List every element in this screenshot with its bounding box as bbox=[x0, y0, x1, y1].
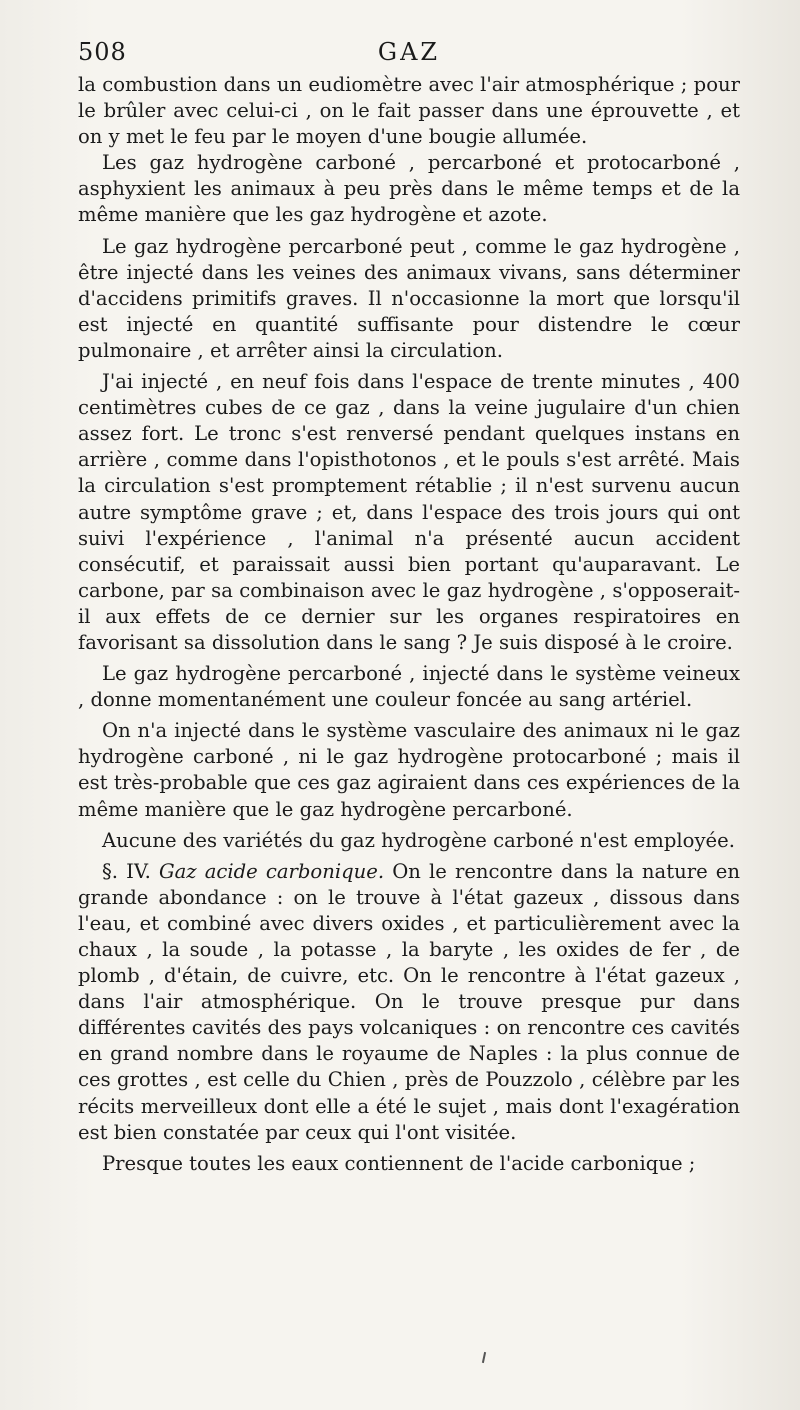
last-paragraph: Presque toutes les eaux contiennent de l'acide carbonique ; bbox=[102, 1151, 696, 1175]
section-label: §. IV. bbox=[102, 859, 151, 883]
section-title: Gaz acide carbonique. bbox=[158, 859, 385, 883]
page-header bbox=[78, 38, 740, 70]
paragraph-1: la combustion dans un eudiomètre avec l'air atmosphérique ; pour le brûler avec celui-ci , on le fait passer dans une éprouvette , et on y met le feu par le moyen d'une bougie allumée. bbox=[78, 73, 740, 149]
paragraph-5: Le gaz hydrogène percarboné , injecté dans le système veineux , donne momentanément une couleur foncée au sang artériel. bbox=[78, 662, 740, 712]
page-number: 508 bbox=[78, 38, 127, 66]
paragraph-2: Les gaz hydrogène carboné , percarboné et protocarboné , asphyxient les animaux à peu près dans le même temps et de la même manière que les gaz hydrogène et azote. bbox=[78, 151, 740, 227]
running-head: GAZ bbox=[377, 38, 441, 66]
section-text: On le rencontre dans la nature en grande abondance : on le trouve à l'état gazeux , dissous dans l'eau, et combiné avec divers oxides , et particulièrement avec la chaux , la soude , la potasse , la baryte , les oxides de fer , de plomb , d'étain, de cuivre, etc. On le rencontre à l'état gazeux , dans l'air atmosphérique. On le trouve presque pur dans différentes cavités des pays volcaniques : on rencontre ces cavités en grand nombre dans le royaume de Naples : la plus connue de ces grottes , est celle du Chien , près de Pouzzolo , célèbre par les récits merveilleux dont elle a été le sujet , mais dont l'exagération est bien constatée par ceux qui l'ont visitée. bbox=[78, 859, 740, 1144]
ink-mark bbox=[482, 1352, 486, 1363]
paragraph-7: Aucune des variétés du gaz hydrogène carboné n'est employée. bbox=[102, 828, 735, 852]
paragraph-6: On n'a injecté dans le système vasculaire des animaux ni le gaz hydrogène carboné , ni le gaz hydrogène protocarboné ; mais il est très-probable que ces gaz agiraient dans ces expériences de la même manière que le gaz hydrogène percarboné. bbox=[78, 719, 740, 821]
paragraph-3: Le gaz hydrogène percarboné peut , comme le gaz hydrogène , être injecté dans les veines des animaux vivans, sans déterminer d'accidens primitifs graves. Il n'occasionne la mort que lorsqu'il est injecté en quantité suffisante pour distendre le cœur pulmonaire , et arrêter ainsi la circulation. bbox=[78, 234, 740, 362]
paragraph-4: J'ai injecté , en neuf fois dans l'espace de trente minutes , 400 centimètres cubes de ce gaz , dans la veine jugulaire d'un chien assez fort. Le tronc s'est renversé pendant quelques instans en arrière , comme dans l'opisthotonos , et le pouls s'est arrêté. Mais la circulation s'est promptement rétablie ; il n'est survenu aucun autre symptôme grave ; et, dans l'espace des trois jours qui ont suivi l'expérience , l'animal n'a présenté aucun accident consécutif, et paraissait aussi bien portant qu'auparavant. Le carbone, par sa combinaison avec le gaz hydrogène , s'opposerait-il aux effets de ce dernier sur les organes respiratoires en favorisant sa dissolution dans le sang ? Je suis disposé à le croire. bbox=[78, 370, 740, 654]
body-text bbox=[78, 72, 740, 1177]
section-paragraph bbox=[78, 859, 740, 1146]
